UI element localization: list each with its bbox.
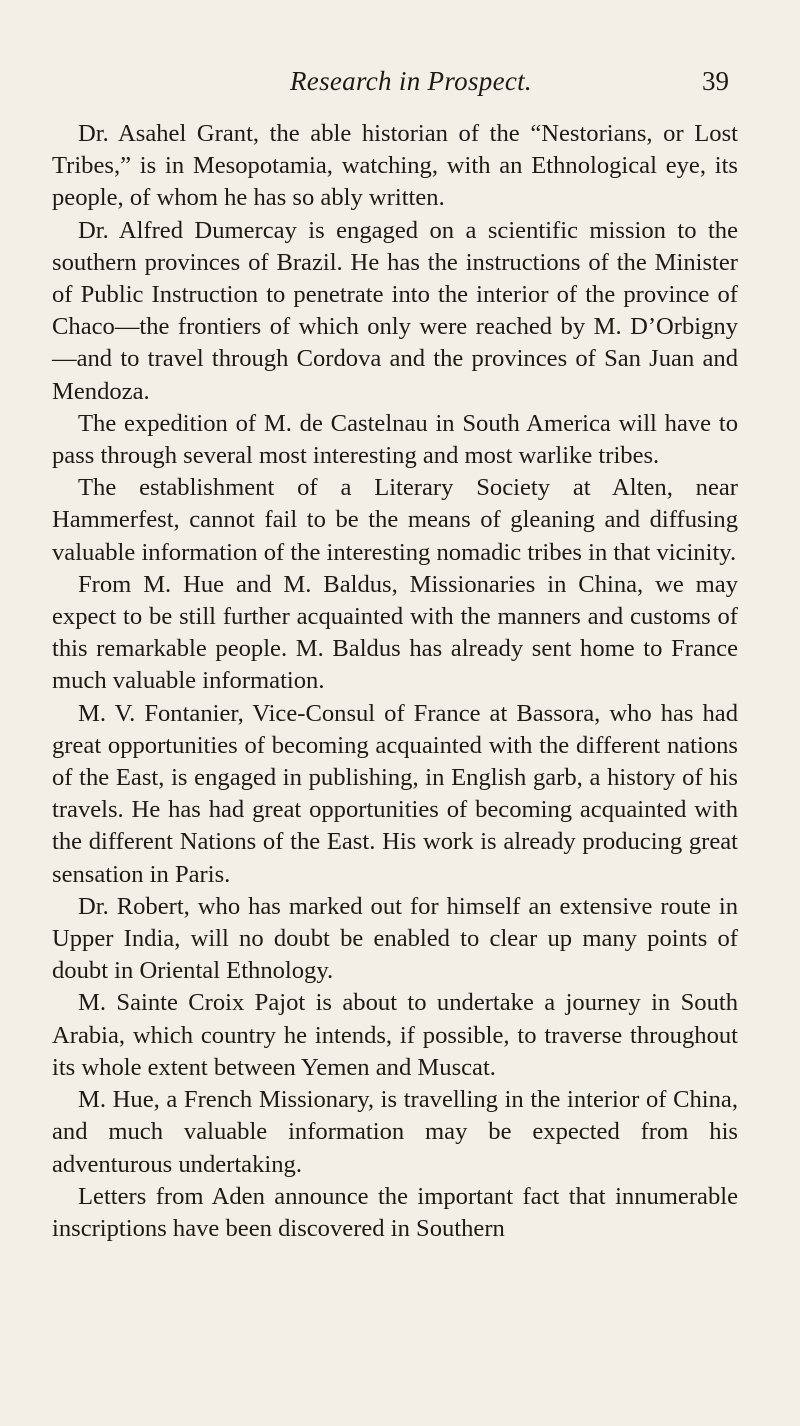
paragraph-grant: Dr. Asahel Grant, the able historian of the “Nestorians, or Lost Tribes,” is in Mesopotamia, watching, with an Ethnological eye, its people, of whom he has so ably written. <box>52 120 738 212</box>
paragraph-aden: Letters from Aden announce the important fact that innumerable inscriptions have been discovered in Southern <box>52 1182 738 1242</box>
paragraph-alten-society: The establishment of a Literary Society at Alten, near Hammerfest, cannot fail to be the means of gleaning and diffusing valuable information of the interesting nomadic tribes in that vicinity. <box>52 474 738 566</box>
paragraph-pajot: M. Sainte Croix Pajot is about to undertake a journey in South Arabia, which country he intends, if possible, to traverse throughout its whole extent between Yemen and Muscat. <box>52 989 738 1081</box>
paragraph-hue-baldus: From M. Hue and M. Baldus, Missionaries in China, we may expect to be still further acquainted with the manners and customs of this remarkable people. M. Baldus has already sent home to France much valuable information. <box>52 570 738 695</box>
running-head <box>0 66 800 106</box>
running-head-title: Research in Prospect. <box>290 66 532 96</box>
paragraph-dumercay: Dr. Alfred Dumercay is engaged on a scientific mission to the southern provinces of Brazil. He has the instructions of the Minister of Public Instruction to penetrate into the interior of the province of Chaco—the frontiers of which only were reached by M. D’Orbigny—and to travel through Cordova and the provinces of San Juan and Mendoza. <box>52 216 738 405</box>
page-number: 39 <box>702 66 729 96</box>
paragraph-fontanier: M. V. Fontanier, Vice-Consul of France at Bassora, who has had great opportunities of becoming acquainted with the different nations of the East, is engaged in publishing, in English garb, a history of his travels. He has had great opportunities of becoming acquainted with the different Nations of the East. His work is already producing great sensation in Paris. <box>52 699 738 888</box>
paragraph-castelnau: The expedition of M. de Castelnau in South America will have to pass through several most interesting and most warlike tribes. <box>52 409 738 470</box>
body-text <box>52 118 738 1245</box>
paragraph-hue-china: M. Hue, a French Missionary, is travelling in the interior of China, and much valuable information may be expected from his adventurous undertaking. <box>52 1086 738 1178</box>
paragraph-robert: Dr. Robert, who has marked out for himself an extensive route in Upper India, will no doubt be enabled to clear up many points of doubt in Oriental Ethnology. <box>52 892 738 985</box>
